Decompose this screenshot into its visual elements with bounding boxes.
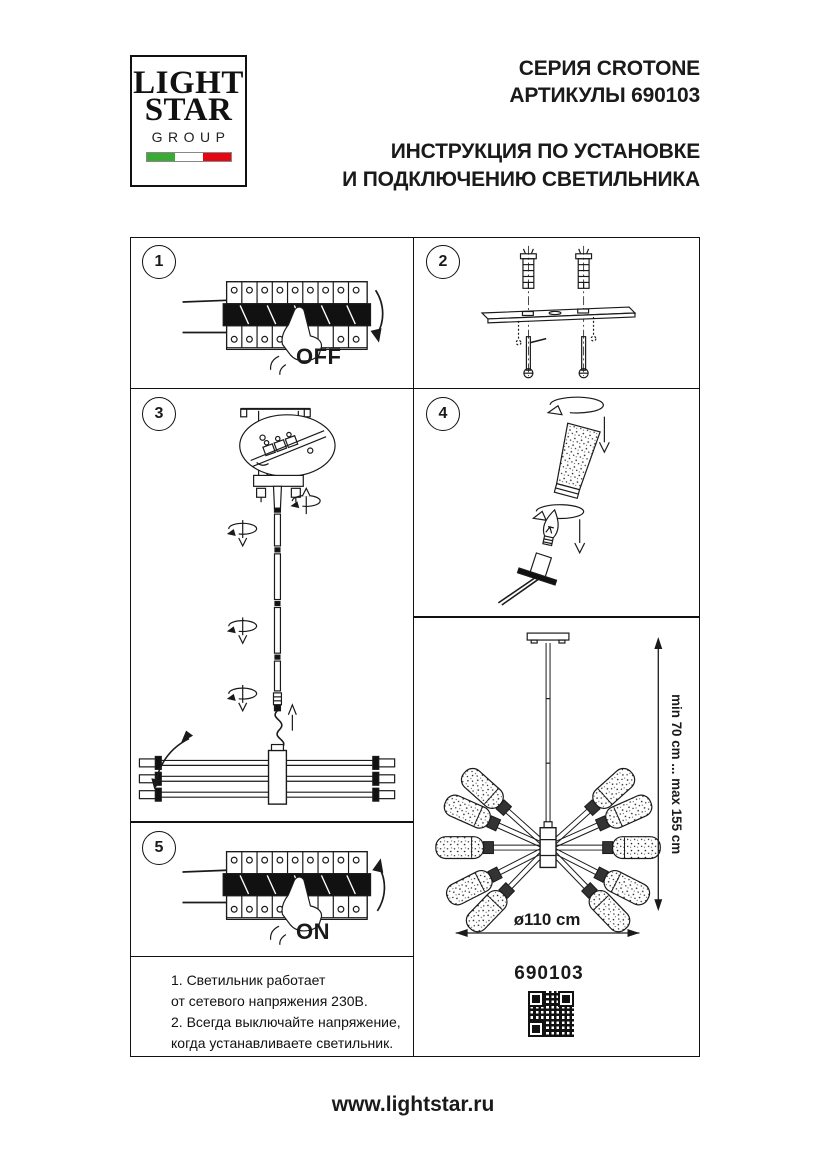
articles-line: АРТИКУЛЫ 690103 [509,84,700,107]
on-label: ON [296,919,330,944]
website-link: www.lightstar.ru [331,1093,495,1116]
step-1-badge [142,245,176,279]
title-line-2: И ПОДКЛЮЧЕНИЮ СВЕТИЛЬНИКА [342,168,700,191]
rod-assembly-illustration [131,389,413,820]
height-dimension [654,637,662,911]
series-title: СЕРИЯ CROTONE [518,57,700,80]
logo-word-group: GROUP [151,129,231,145]
step-3-number: 3 [154,405,164,422]
screw-icon [524,337,546,378]
shade-installation-illustration [414,389,701,615]
glass-shade-icon [550,423,601,499]
note-line-3: 2. Всегда выключайте напряжение, [171,1014,401,1030]
off-label: OFF [296,344,342,369]
step-4-panel [413,388,700,617]
mounting-bar-icon [482,307,635,323]
mounting-bracket-illustration [414,238,701,387]
arrow-up-icon [372,858,383,872]
circuit-breaker-off-illustration [179,258,391,385]
flag-white [175,153,203,161]
qr-finder-top-right [558,991,574,1007]
arrow-down-icon [371,328,382,342]
chandelier-overview-panel [413,617,700,1057]
logo-word-light: LIGHT [133,65,244,101]
safety-notes [171,970,401,1054]
circuit-breaker-on-illustration [179,833,391,955]
step-5-badge [142,831,176,865]
qr-finder-bottom-left [528,1021,544,1037]
qr-code [526,989,576,1039]
note-line-4: когда устанавливаете светильник. [171,1035,394,1051]
step-2-number: 2 [438,253,448,270]
step-5-panel [130,822,414,957]
flag-green [147,153,175,161]
instruction-title [342,138,700,194]
step-1-panel [130,237,414,389]
logo-word-star: STAR [144,92,233,128]
flag-red [203,153,231,161]
note-line-2: от сетевого напряжения 230В. [171,993,368,1009]
article-number: 690103 [514,963,584,984]
height-range-label: min 70 cm ... max 155 cm [669,694,685,855]
title-line-1: ИНСТРУКЦИЯ ПО УСТАНОВКЕ [390,140,700,163]
italian-flag-bar [146,152,232,162]
lightstar-logo [130,55,247,187]
note-line-1: 1. Светильник работает [171,972,326,988]
diameter-label: ø110 cm [513,910,581,930]
step-5-number: 5 [154,839,164,856]
series-header [509,55,700,109]
step-1-number: 1 [154,253,164,270]
terminal-block-detail-bubble [240,415,335,481]
step-3-panel [130,388,414,822]
notes-panel [130,956,414,1057]
lamp-socket-icon [498,547,563,615]
folded-chandelier-body [139,745,394,805]
step-2-panel [413,237,700,389]
qr-finder-top-left [528,991,544,1007]
chandelier-dimensions-illustration [414,618,699,958]
step-4-number: 4 [438,405,448,422]
